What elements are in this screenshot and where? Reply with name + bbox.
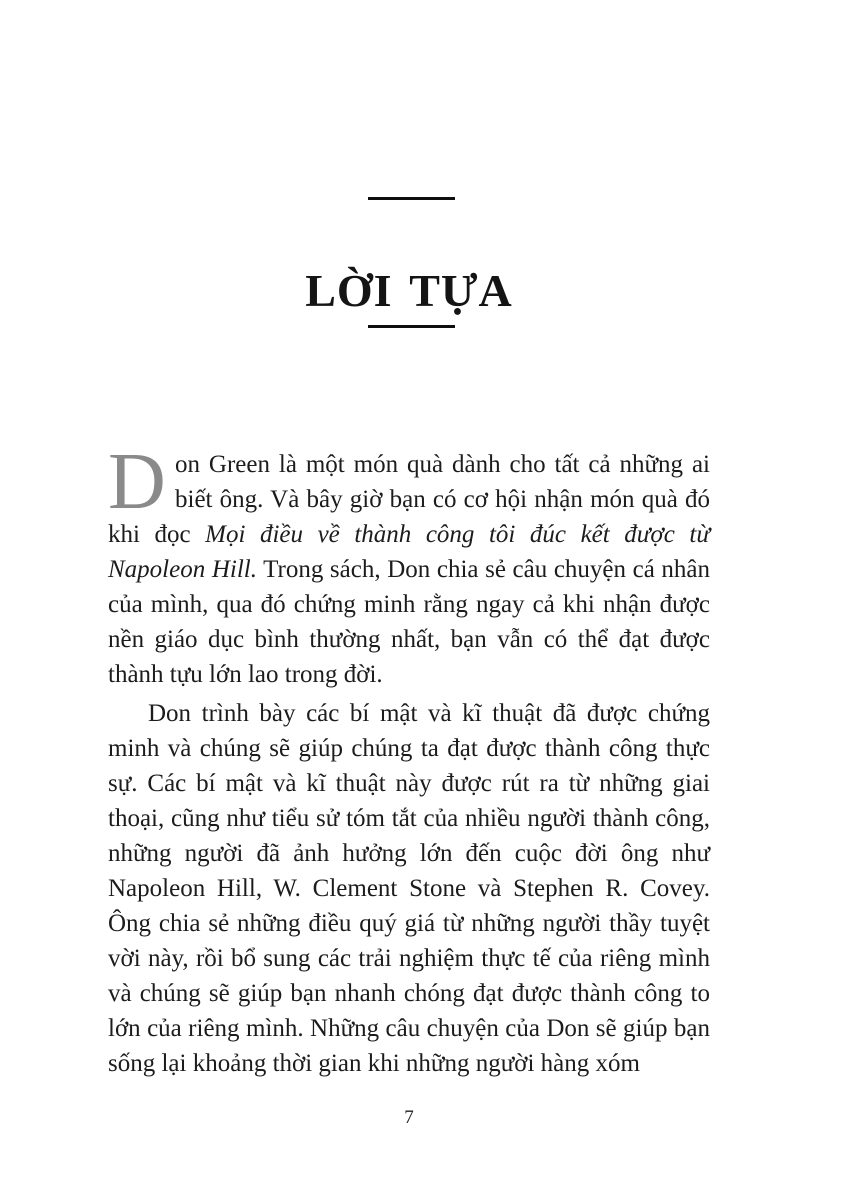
ornament-rule-top [368,197,455,200]
paragraph-2 [108,696,710,1081]
page-number: 7 [404,1107,414,1128]
paragraph-1-segment-1: on Green là một món quà dành cho tất cả những ai biết ông. Và bây giờ bạn có cơ hội nhận món quà đó khi đọc [108,451,710,548]
body-text [108,438,710,1081]
drop-cap: D [108,438,166,526]
ornament-rule-bottom [368,325,455,328]
chapter-title: LỜI TỰA [305,264,513,316]
paragraph-1 [108,438,710,692]
paragraph-1-segment-3: Trong sách, Don chia sẻ câu chuyện cá nhân của mình, qua đó chứng minh rằng ngay cả khi nhận được nền giáo dục bình thường nhất, bạn vẫn có thể đạt được thành tựu lớn lao trong đời. [108,556,710,688]
paragraph-2-segment-1: Don trình bày các bí mật và kĩ thuật đã được chứng minh và chúng sẽ giúp chúng ta đạt được thành công thực sự. Các bí mật và kĩ thuật này được rút ra từ những giai thoại, cũng như tiểu sử tóm tắt của nhiều người thành công, những người đã ảnh hưởng lớn đến cuộc đời ông như Napoleon Hill, W. Clement Stone và Stephen R. Covey. Ông chia sẻ những điều quý giá từ những người thầy tuyệt vời này, rồi bổ sung các trải nghiệm thực tế của riêng mình và chúng sẽ giúp bạn nhanh chóng đạt được thành công to lớn của riêng mình. Những câu chuyện của Don sẽ giúp bạn sống lại khoảng thời gian khi những người hàng xóm [108,700,710,1077]
paragraph-1-book-title: Mọi điều về thành công tôi đúc kết được từ Napoleon Hill. [108,521,710,583]
